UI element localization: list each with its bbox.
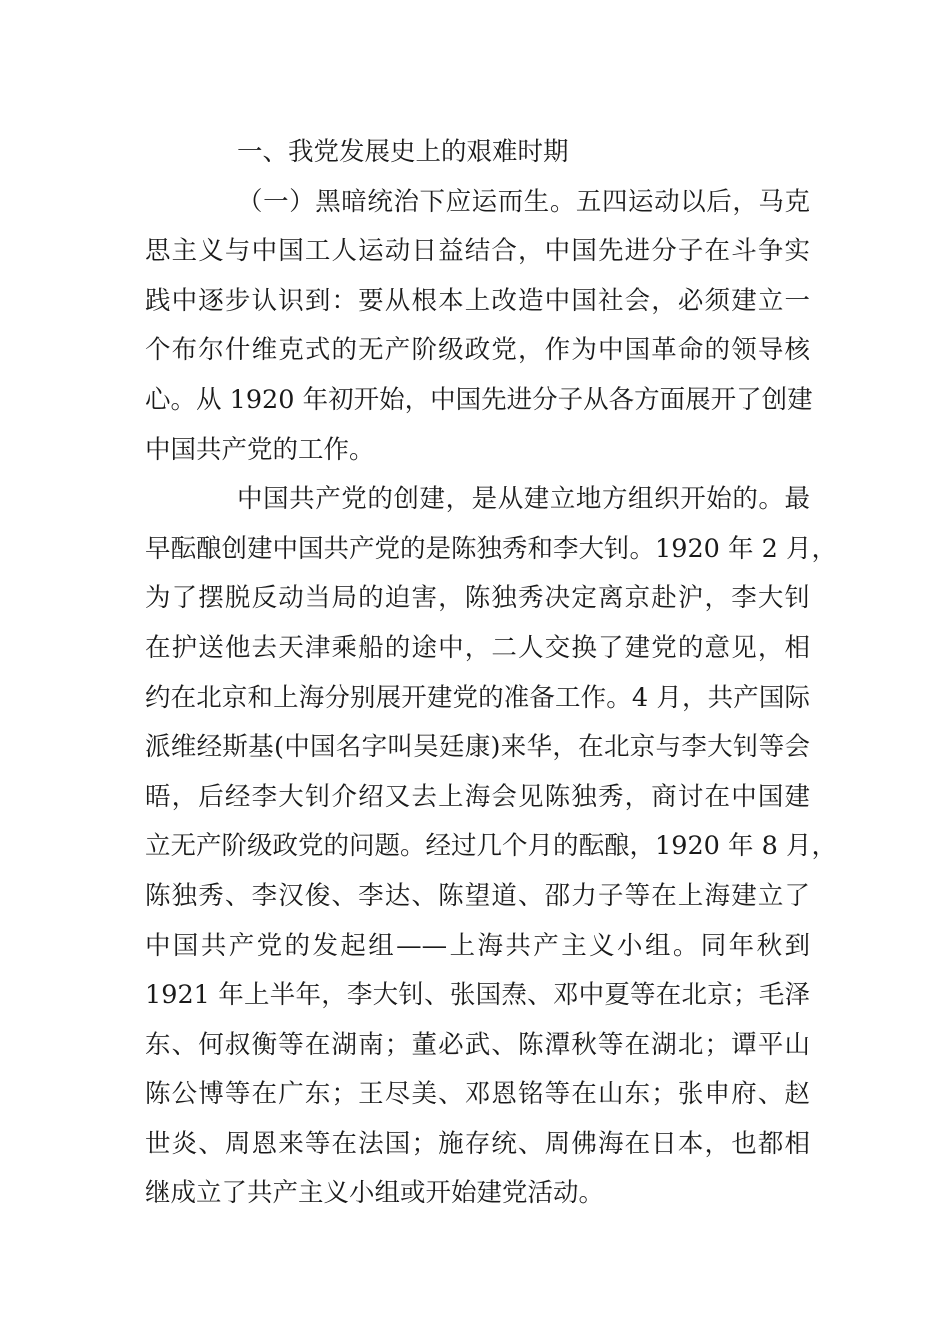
section-heading: 一、我党发展史上的艰难时期 — [237, 137, 569, 167]
paragraph-2-line-6: 派维经斯基(中国名字叫吴廷康)来华，在北京与李大钊等会 — [145, 732, 810, 763]
paragraph-1-line-6: 中国共产党的工作。 — [145, 434, 375, 465]
paragraph-2-line-4: 在护送他去天津乘船的途中，二人交换了建党的意见，相 — [145, 632, 810, 663]
paragraph-2-line-15: 继成立了共产主义小组或开始建党活动。 — [145, 1178, 605, 1209]
paragraph-2-line-14: 世炎、周恩来等在法国；施存统、周佛海在日本，也都相 — [145, 1128, 810, 1159]
paragraph-2-line-7: 晤，后经李大钊介绍又去上海会见陈独秀，商讨在中国建 — [145, 781, 810, 812]
paragraph-1-line-5: 心。从 1920 年初开始，中国先进分子从各方面展开了创建 — [145, 384, 813, 415]
paragraph-2-line-3: 为了摆脱反动当局的迫害，陈独秀决定离京赴沪，李大钊 — [145, 583, 810, 614]
paragraph-2-line-12: 东、何叔衡等在湖南；董必武、陈潭秋等在湖北；谭平山 — [145, 1029, 810, 1060]
paragraph-1-line-2: 思主义与中国工人运动日益结合，中国先进分子在斗争实 — [145, 236, 810, 267]
paragraph-1-line-1: （一）黑暗统治下应运而生。五四运动以后，马克 — [237, 186, 810, 217]
paragraph-2-line-10: 中国共产党的发起组——上海共产主义小组。同年秋到 — [145, 930, 810, 961]
paragraph-2-line-13: 陈公博等在广东；王尽美、邓恩铭等在山东；张申府、赵 — [145, 1079, 810, 1110]
paragraph-2-line-1: 中国共产党的创建，是从建立地方组织开始的。最 — [237, 484, 810, 515]
paragraph-2-line-5: 约在北京和上海分别展开建党的准备工作。4 月，共产国际 — [145, 682, 810, 713]
paragraph-2-line-11: 1921 年上半年，李大钊、张国焘、邓中夏等在北京；毛泽 — [145, 980, 810, 1011]
paragraph-2-line-2: 早酝酿创建中国共产党的是陈独秀和李大钊。1920 年 2 月， — [145, 533, 837, 564]
paragraph-2-line-9: 陈独秀、李汉俊、李达、陈望道、邵力子等在上海建立了 — [145, 880, 810, 911]
paragraph-1-line-3: 践中逐步认识到：要从根本上改造中国社会，必须建立一 — [145, 285, 810, 316]
paragraph-2-line-8: 立无产阶级政党的问题。经过几个月的酝酿，1920 年 8 月， — [145, 831, 837, 862]
paragraph-1-line-4: 个布尔什维克式的无产阶级政党，作为中国革命的领导核 — [145, 335, 810, 366]
document-body — [145, 128, 837, 1219]
